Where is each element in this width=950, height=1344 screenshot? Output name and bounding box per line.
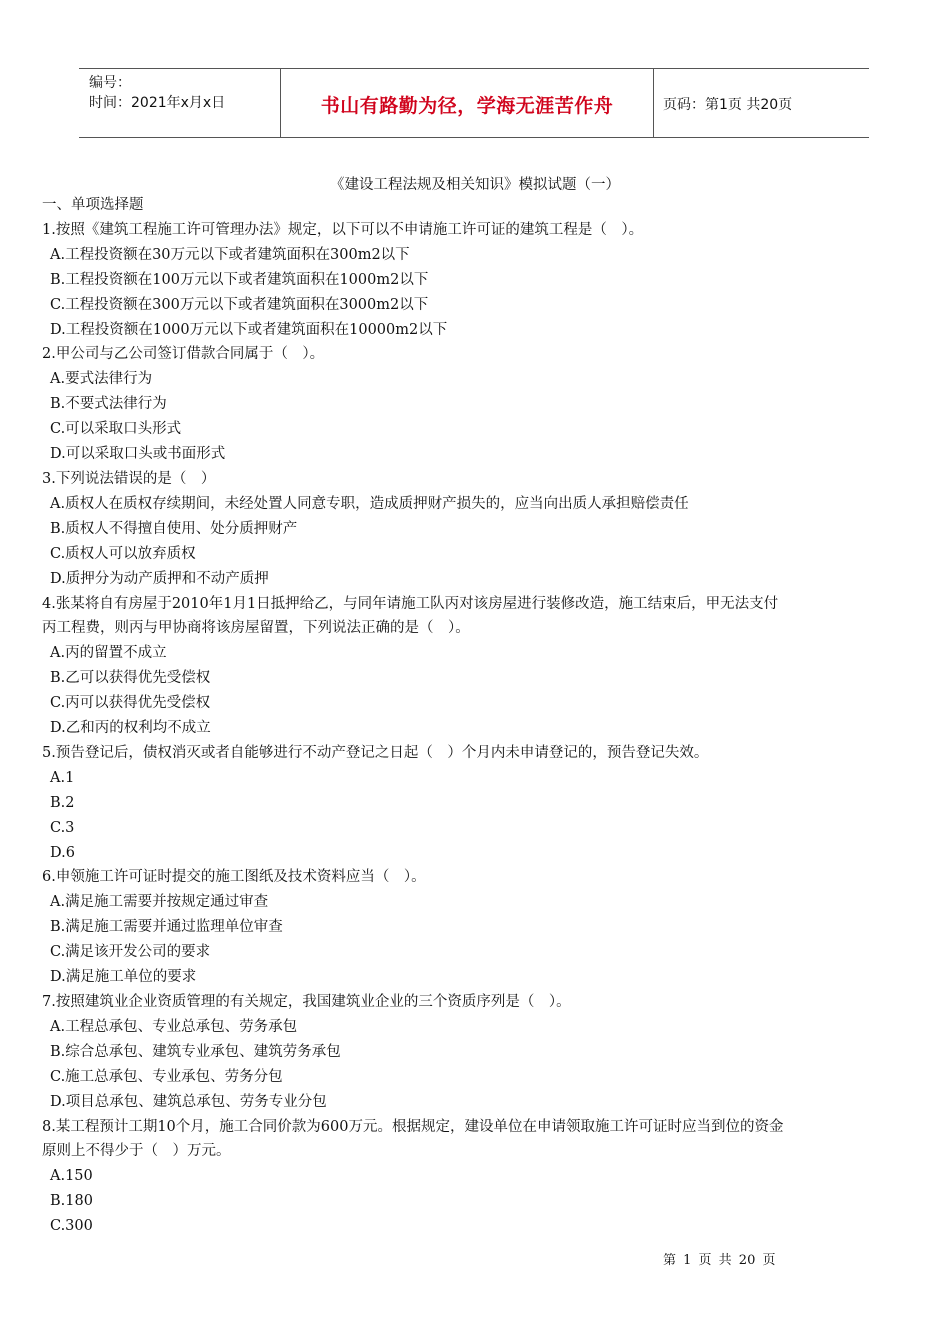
header-motto: 书山有路勤为径，学海无涯苦作舟 <box>320 95 614 117</box>
answer-option: C.丙可以获得优先受偿权 <box>50 695 211 712</box>
header-page-info: 页码：第1页 共20页 <box>663 97 793 113</box>
question-text: 6.申领施工许可证时提交的施工图纸及技术资料应当（ ）。 <box>42 869 426 886</box>
answer-option: B.180 <box>50 1193 93 1210</box>
answer-option: A.要式法律行为 <box>50 371 153 388</box>
header-meta <box>89 73 225 113</box>
question-text: 5.预告登记后，债权消灭或者自能够进行不动产登记之日起（ ）个月内未申请登记的，预告登记失效。 <box>42 744 709 761</box>
answer-option: A.质权人在质权存续期间，未经处置人同意专职，造成质押财产损失的，应当向出质人承担赔偿责任 <box>50 495 689 512</box>
answer-option: C.3 <box>50 819 75 836</box>
answer-option: D.项目总承包、建筑总承包、劳务专业分包 <box>50 1093 327 1110</box>
answer-option: B.不要式法律行为 <box>50 396 167 413</box>
answer-option: A.工程总承包、专业总承包、劳务承包 <box>50 1018 298 1035</box>
answer-option: D.质押分为动产质押和不动产质押 <box>50 570 269 587</box>
question-text: 4.张某将自有房屋于2010年1月1日抵押给乙，与同年请施工队丙对该房屋进行装修改造，施工结束后，甲无法支付 <box>42 595 779 612</box>
question-text: 原则上不得少于（ ）万元。 <box>42 1143 231 1160</box>
page-footer: 第 1 页 共 20 页 <box>663 1253 776 1268</box>
answer-option: C.可以采取口头形式 <box>50 421 182 438</box>
answer-option: D.乙和丙的权利均不成立 <box>50 720 211 737</box>
question-text: 丙工程费，则丙与甲协商将该房屋留置，下列说法正确的是（ ）。 <box>42 620 470 637</box>
answer-option: D.工程投资额在1000万元以下或者建筑面积在10000m2以下 <box>50 321 448 338</box>
question-text: 1.按照《建筑工程施工许可管理办法》规定，以下可以不申请施工许可证的建筑工程是（ ）。 <box>42 221 644 238</box>
answer-option: C.施工总承包、专业承包、劳务分包 <box>50 1068 283 1085</box>
answer-option: B.工程投资额在100万元以下或者建筑面积在1000m2以下 <box>50 271 429 288</box>
answer-option: D.可以采取口头或书面形式 <box>50 446 226 463</box>
answer-option: C.质权人可以放弃质权 <box>50 545 196 562</box>
answer-option: C.满足该开发公司的要求 <box>50 944 211 961</box>
answer-option: A.工程投资额在30万元以下或者建筑面积在300m2以下 <box>50 246 410 263</box>
answer-option: B.2 <box>50 794 75 811</box>
answer-option: A.150 <box>50 1168 93 1185</box>
answer-option: B.乙可以获得优先受偿权 <box>50 670 211 687</box>
section-heading: 一、单项选择题 <box>42 197 144 213</box>
answer-option: C.300 <box>50 1218 93 1235</box>
page-header <box>79 68 869 138</box>
question-text: 8.某工程预计工期10个月，施工合同价款为600万元。根据规定，建设单位在申请领取施工许可证时应当到位的资金 <box>42 1118 784 1135</box>
header-divider <box>653 69 654 137</box>
answer-option: B.满足施工需要并通过监理单位审查 <box>50 919 283 936</box>
answer-option: A.1 <box>50 769 75 786</box>
answer-option: A.满足施工需要并按规定通过审查 <box>50 894 269 911</box>
exam-content <box>42 193 912 1239</box>
question-text: 3.下列说法错误的是（ ） <box>42 470 216 487</box>
answer-option: B.综合总承包、建筑专业承包、建筑劳务承包 <box>50 1043 341 1060</box>
answer-option: C.工程投资额在300万元以下或者建筑面积在3000m2以下 <box>50 296 429 313</box>
answer-option: D.6 <box>50 844 75 861</box>
answer-option: A.丙的留置不成立 <box>50 645 167 662</box>
number-label: 编号： <box>89 75 131 91</box>
time-label: 时间：2021年x月x日 <box>89 95 226 111</box>
answer-option: D.满足施工单位的要求 <box>50 969 197 986</box>
document-title: 《建设工程法规及相关知识》模拟试题（一） <box>330 177 620 193</box>
question-text: 2.甲公司与乙公司签订借款合同属于（ ）。 <box>42 346 325 363</box>
question-text: 7.按照建筑业企业资质管理的有关规定，我国建筑业企业的三个资质序列是（ ）。 <box>42 994 571 1010</box>
answer-option: B.质权人不得擅自使用、处分质押财产 <box>50 520 298 537</box>
